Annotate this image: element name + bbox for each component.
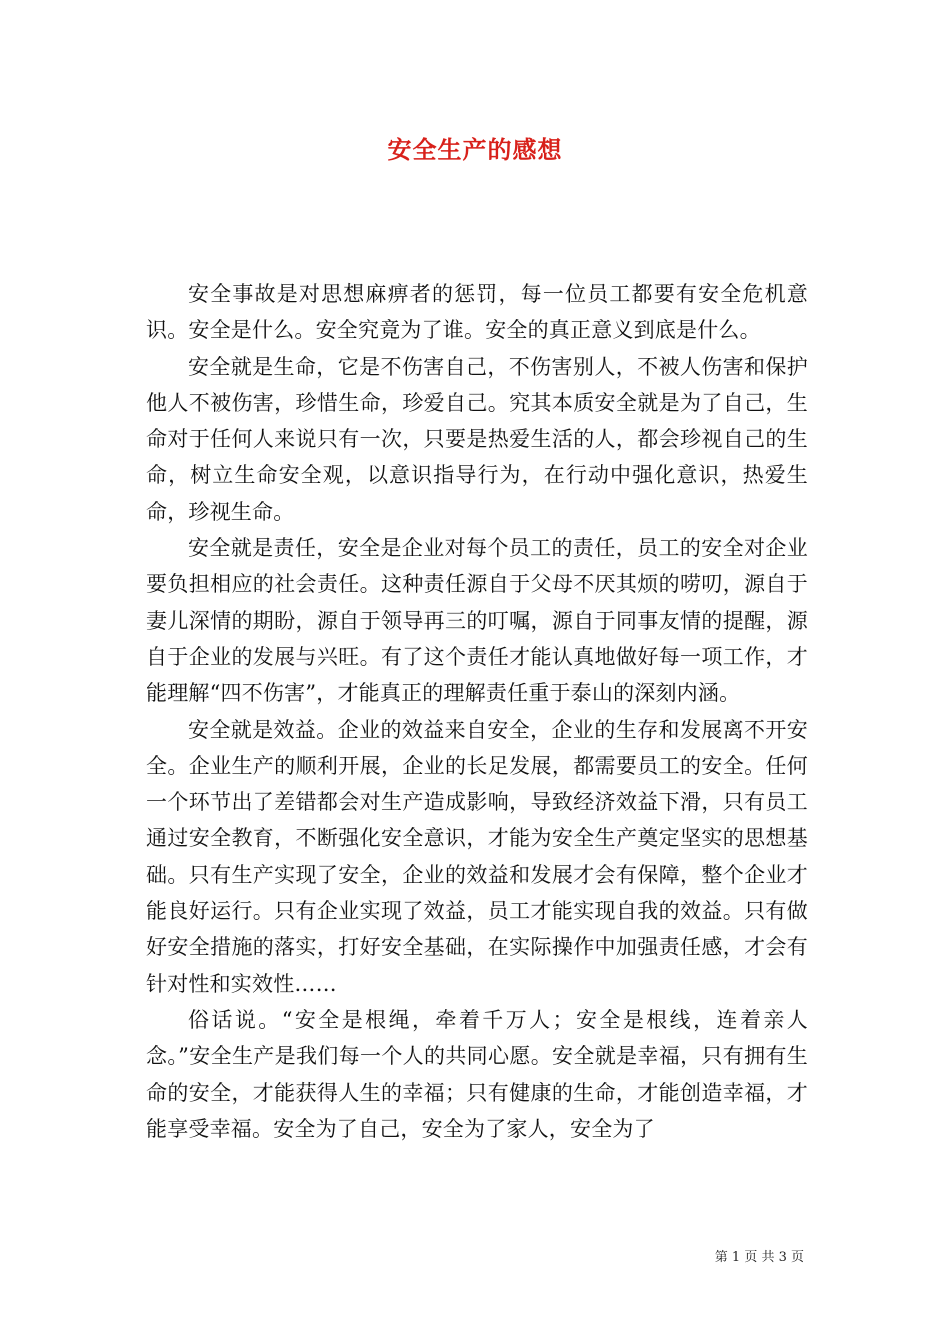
page-number-footer: 第 1 页 共 3 页: [714, 1250, 804, 1265]
document-title: 安全生产的感想: [387, 135, 563, 164]
paragraph-2: 安全就是生命，它是不伤害自己，不伤害别人，不被人伤害和保护他人不被伤害，珍惜生命，珍爱自己。究其本质安全就是为了自己，生命对于任何人来说只有一次，只要是热爱生活的人，都会珍视自己的生命，树立生命安全观，以意识指导行为，在行动中强化意识，热爱生命，珍视生命。: [146, 354, 808, 524]
paragraph-5: 俗话说。“安全是根绳，牵着千万人；安全是根线，连着亲人念。”安全生产是我们每一个人的共同心愿。安全就是幸福，只有拥有生命的安全，才能获得人生的幸福；只有健康的生命，才能创造幸福，才能享受幸福。安全为了自己，安全为了家人，安全为了: [146, 1007, 808, 1141]
paragraph-1: 安全事故是对思想麻痹者的惩罚，每一位员工都要有安全危机意识。安全是什么。安全究竟为了谁。安全的真正意义到底是什么。: [146, 282, 808, 343]
paragraph-4: 安全就是效益。企业的效益来自安全，企业的生存和发展离不开安全。企业生产的顺利开展，企业的长足发展，都需要员工的安全。任何一个环节出了差错都会对生产造成影响，导致经济效益下滑，只有员工通过安全教育，不断强化安全意识，才能为安全生产奠定坚实的思想基础。只有生产实现了安全，企业的效益和发展才会有保障，整个企业才能良好运行。只有企业实现了效益，员工才能实现自我的效益。只有做好安全措施的落实，打好安全基础，在实际操作中加强责任感，才会有针对性和实效性……: [146, 717, 808, 996]
document-body: [146, 276, 808, 1147]
paragraph-3: 安全就是责任，安全是企业对每个员工的责任，员工的安全对企业要负担相应的社会责任。这种责任源自于父母不厌其烦的唠叨，源自于妻儿深情的期盼，源自于领导再三的叮嘱，源自于同事友情的提醒，源自于企业的发展与兴旺。有了这个责任才能认真地做好每一项工作，才能理解“四不伤害”，才能真正的理解责任重于泰山的深刻内涵。: [146, 536, 808, 706]
